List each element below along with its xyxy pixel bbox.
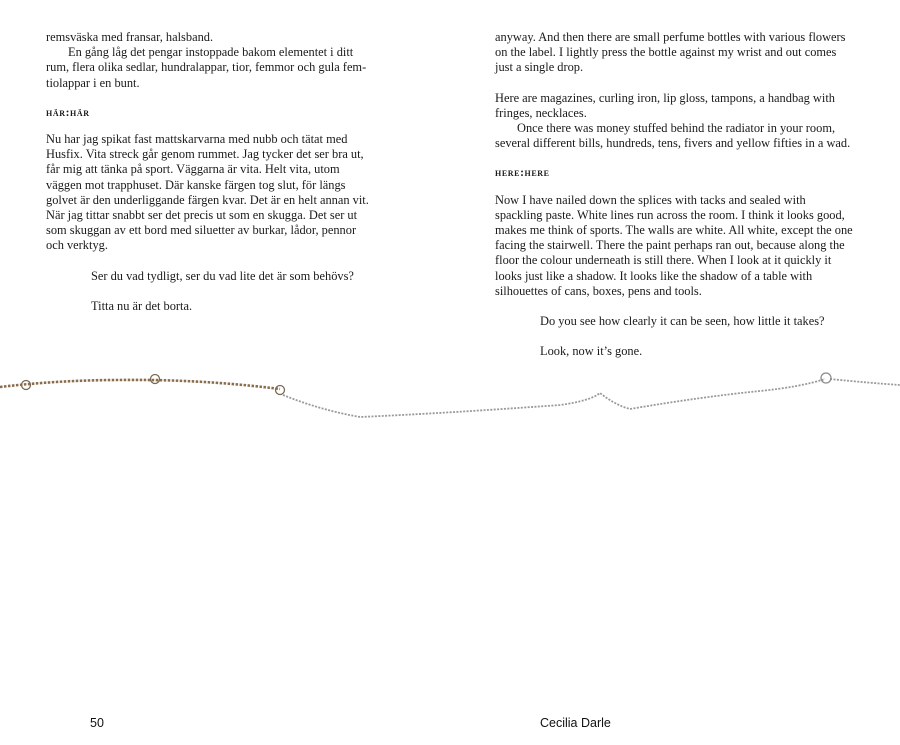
page-number: 50 — [90, 716, 104, 730]
paragraph: Once there was money stuffed behind the radiator in your room, several different bills, hundreds, tens, fivers and yellow fifties in a wad. — [495, 121, 851, 151]
paragraph: Here are magazines, curling iron, lip gloss, tampons, a handbag with fringes, necklaces. — [495, 90, 835, 120]
paragraph: Now I have nailed down the splices with tacks and sealed with spackling paste. White lines run across the room. I think it looks good, makes me think of sports. The walls are white. All white, except the one facing the stairwell. There the paint perhaps ran out, because along the floor the colour underneath is still there. When I look at it quickly it looks just like a shadow. It looks like the shadow of a table with silhouettes of cans, boxes, pens and tools. — [495, 192, 853, 298]
paragraph: Nu har jag spikat fast mattskarvarna med nubb och tätat med Husfix. Vita streck går genom rummet. Jag tycker det ser bra ut, får mig att tänka på sport. Väggarna är vita. Helt vita, utom väggen mot trapphuset. Där kanske färgen tog slut, för längs golvet är den underliggande färgen kvar. Det är en helt annan vit. När jag tittar snabbt ser det precis ut som en skugga. Det ser ut som skuggan av ett bord med siluetter av burkar, lådor, pennor och verktyg. — [46, 132, 369, 253]
silver-chain-end — [830, 379, 900, 385]
swedish-column — [46, 30, 376, 314]
jump-ring — [821, 373, 831, 383]
paragraph: Do you see how clearly it can be seen, how little it takes? — [540, 314, 825, 329]
section-heading: här:här — [46, 106, 90, 119]
paragraph: Look, now it’s gone. — [540, 344, 643, 359]
section-heading: here:here — [495, 167, 550, 180]
paragraph: remsväska med fransar, halsband. — [46, 30, 214, 44]
author-name: Cecilia Darle — [540, 716, 611, 730]
paragraph: Titta nu är det borta. — [91, 298, 193, 313]
paragraph: anyway. And then there are small perfume bottles with various flowers on the label. I lightly press the bottle against my wrist and out comes just a single drop. — [495, 30, 846, 75]
silver-chain — [283, 379, 825, 417]
paragraph: En gång låg det pengar instoppade bakom elementet i ditt rum, flera olika sedlar, hundralappar, tior, femmor och gula fem- tiolappar i en bunt. — [46, 45, 367, 90]
jump-ring — [276, 386, 285, 395]
necklace-chain-image — [0, 365, 900, 435]
english-column — [495, 30, 855, 359]
paragraph: Ser du vad tydligt, ser du vad lite det är som behövs? — [91, 268, 354, 283]
gold-chain — [0, 380, 280, 389]
